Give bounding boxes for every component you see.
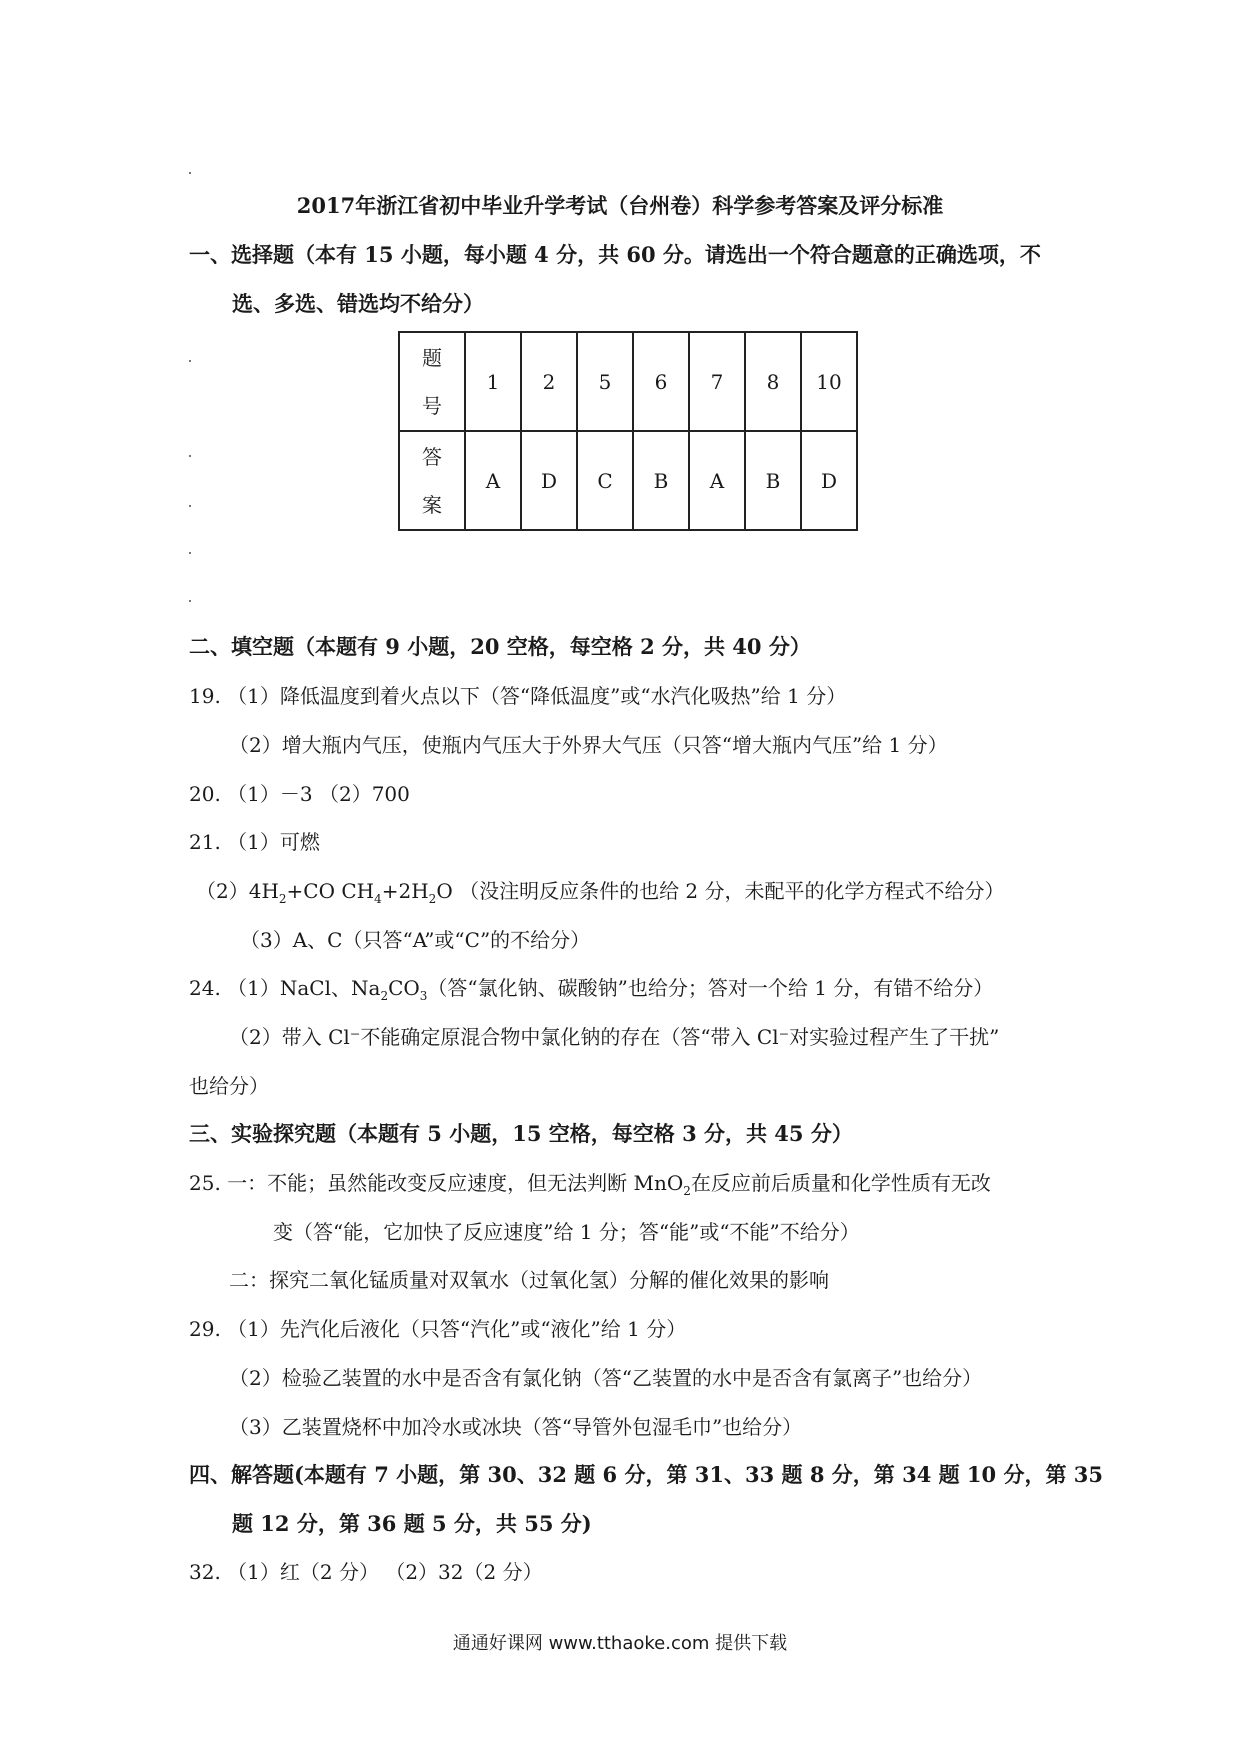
answer-cell: D <box>521 431 577 530</box>
answer-cell: B <box>745 431 801 530</box>
answer-32: 32. （1）红（2 分） （2）32（2 分） <box>189 1560 543 1584</box>
answer-table-header-number: 题 号 <box>399 332 465 431</box>
answer-25-2: 二：探究二氧化锰质量对双氧水（过氧化氢）分解的催化效果的影响 <box>229 1268 829 1292</box>
answer-19-1: 19. （1）降低温度到着火点以下（答“降低温度”或“水汽化吸热”给 1 分） <box>189 684 847 708</box>
answer-29-2: （2）检验乙装置的水中是否含有氯化钠（答“乙装置的水中是否含有氯离子”也给分） <box>229 1366 983 1390</box>
question-number-cell: 1 <box>465 332 521 431</box>
margin-speck <box>189 360 191 362</box>
question-number-cell: 8 <box>745 332 801 431</box>
answer-24-2-cont: 也给分） <box>189 1074 269 1098</box>
section-3-heading: 三、实验探究题（本题有 5 小题，15 空格，每空格 3 分，共 45 分） <box>189 1121 853 1146</box>
question-number-cell: 5 <box>577 332 633 431</box>
margin-speck <box>189 552 191 554</box>
question-number-cell: 10 <box>801 332 857 431</box>
margin-speck <box>189 172 191 174</box>
section-4-heading: 四、解答题(本题有 7 小题，第 30、32 题 6 分，第 31、33 题 8 分，第 34 题 10 分，第 35 <box>189 1462 1103 1487</box>
answer-cell: C <box>577 431 633 530</box>
section-2-heading: 二、填空题（本题有 9 小题，20 空格，每空格 2 分，共 40 分） <box>189 634 811 659</box>
answer-table-answer-row <box>399 431 857 530</box>
answer-24-2: （2）带入 Cl⁻不能确定原混合物中氯化钠的存在（答“带入 Cl⁻对实验过程产生了干扰” <box>229 1025 1000 1049</box>
section-4-heading-cont: 题 12 分，第 36 题 5 分，共 55 分) <box>232 1511 592 1536</box>
answer-table <box>398 331 858 531</box>
answer-21-3: （3）A、C（只答“A”或“C”的不给分） <box>240 928 591 952</box>
question-number-cell: 7 <box>689 332 745 431</box>
answer-20: 20. （1）－3 （2）700 <box>189 782 410 806</box>
margin-speck <box>189 455 191 457</box>
answer-cell: A <box>689 431 745 530</box>
answer-cell: D <box>801 431 857 530</box>
section-1-heading: 一、选择题（本有 15 小题，每小题 4 分，共 60 分。请选出一个符合题意的正确选项，不 <box>189 242 1041 267</box>
answer-table-header-answer: 答 案 <box>399 431 465 530</box>
page-footer: 通通好课网 www.tthaoke.com 提供下载 <box>452 1633 788 1654</box>
answer-21-1: 21. （1）可燃 <box>189 830 320 854</box>
answer-table-number-row <box>399 332 857 431</box>
question-number-cell: 2 <box>521 332 577 431</box>
answer-21-2: $(2)4H_2+CO$ $CH_4+2H_2O$ （没注明反应条件的也给 2 分，未配平的化学方程式不给分） <box>196 879 1005 906</box>
section-1-heading-cont: 选、多选、错选均不给分） <box>232 291 484 316</box>
margin-speck <box>189 600 191 602</box>
answer-29-1: 29. （1）先汽化后液化（只答“汽化”或“液化”给 1 分） <box>189 1317 687 1341</box>
page-title: 2017年浙江省初中毕业升学考试（台州卷）科学参考答案及评分标准 <box>296 193 944 218</box>
answer-19-2: （2）增大瓶内气压，使瓶内气压大于外界大气压（只答“增大瓶内气压”给 1 分） <box>229 733 948 757</box>
answer-29-3: （3）乙装置烧杯中加冷水或冰块（答“导管外包湿毛巾”也给分） <box>229 1415 803 1439</box>
margin-speck <box>189 505 191 507</box>
answer-25-1: 25. 一：不能；虽然能改变反应速度，但无法判断 MnO$_2$在反应前后质量和化学性质有无改 <box>189 1171 991 1198</box>
question-number-cell: 6 <box>633 332 689 431</box>
answer-cell: B <box>633 431 689 530</box>
answer-24-1: 24. （1）NaCl、$Na_2CO_3$（答“氯化钠、碳酸钠”也给分；答对一个给 1 分，有错不给分） <box>189 976 994 1003</box>
answer-25-1-cont: 变（答“能，它加快了反应速度”给 1 分；答“能”或“不能”不给分） <box>273 1220 860 1244</box>
answer-cell: A <box>465 431 521 530</box>
